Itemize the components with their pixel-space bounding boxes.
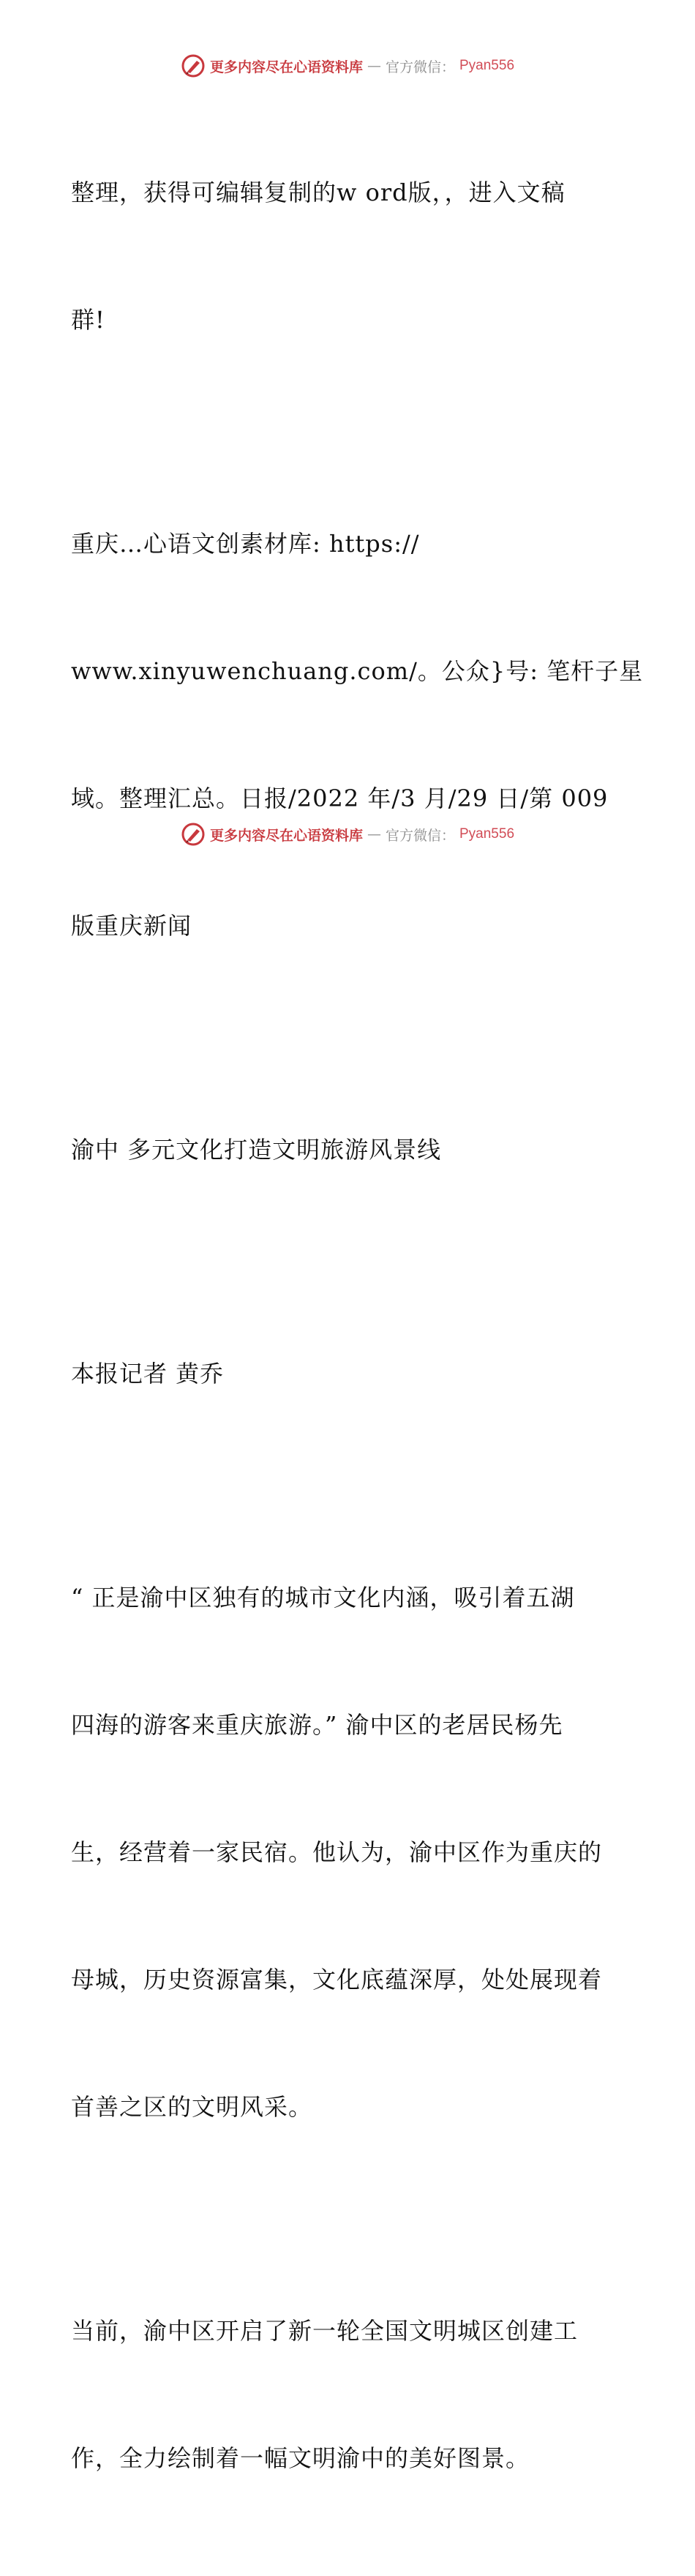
text-line: 首善之区的文明风采。 (71, 2093, 313, 2121)
text-line: 域。整理汇总。日报/2022 年/3 月/29 日/第 009 (71, 785, 609, 812)
header-banner (0, 51, 695, 80)
text-line: www.xinyuwenchuang.com/。公众}号: 笔杆子星 (71, 657, 644, 685)
text-line: 版重庆新闻 (71, 912, 192, 940)
paragraph-quote (71, 1491, 627, 2213)
pen-logo-icon (181, 822, 206, 847)
footer-banner (0, 820, 695, 849)
banner-dash: — (367, 58, 381, 74)
text-line: 本报记者 黄乔 (71, 1360, 225, 1388)
text-line: 四海的游客来重庆旅游。” 渝中区的老居民杨先 (71, 1711, 563, 1739)
banner-wechat-label: 官方微信： (385, 59, 455, 75)
text-line: “ 正是渝中区独有的城市文化内涵，吸引着五湖 (71, 1584, 575, 1611)
text-line: 整理，获得可编辑复制的w ord版，，进入文稿 (71, 179, 566, 206)
banner-wechat-id: Pyan556 (459, 58, 515, 73)
banner-title: 更多内容尽在心语资料库 (209, 59, 363, 75)
text-line: 作，全力绘制着一幅文明渝中的美好图景。 (71, 2444, 530, 2472)
document-body (71, 86, 644, 2576)
text-line: 群! (71, 306, 105, 334)
text-line: 生，经营着一家民宿。他认为，渝中区作为重庆的 (71, 1838, 603, 1866)
paragraph-current (71, 2225, 627, 2564)
text-line: 重庆…心语文创素材库: https:// (71, 530, 420, 558)
pen-logo-icon (181, 53, 206, 78)
text-line: 母城，历史资源富集，文化底蕴深厚，处处展现着 (71, 1966, 603, 1993)
banner-wechat-id: Pyan556 (459, 826, 515, 842)
banner-dash: — (367, 826, 381, 842)
banner-title: 更多内容尽在心语资料库 (209, 827, 363, 844)
paragraph-source (71, 438, 644, 1032)
article-headline (71, 1044, 627, 1256)
text-line: 渝中 多元文化打造文明旅游风景线 (71, 1136, 442, 1164)
text-line: 当前，渝中区开启了新一轮全国文明城区创建工 (71, 2317, 579, 2345)
paragraph-intro (71, 86, 627, 426)
banner-wechat-label: 官方微信： (385, 827, 455, 844)
article-byline (71, 1268, 627, 1480)
